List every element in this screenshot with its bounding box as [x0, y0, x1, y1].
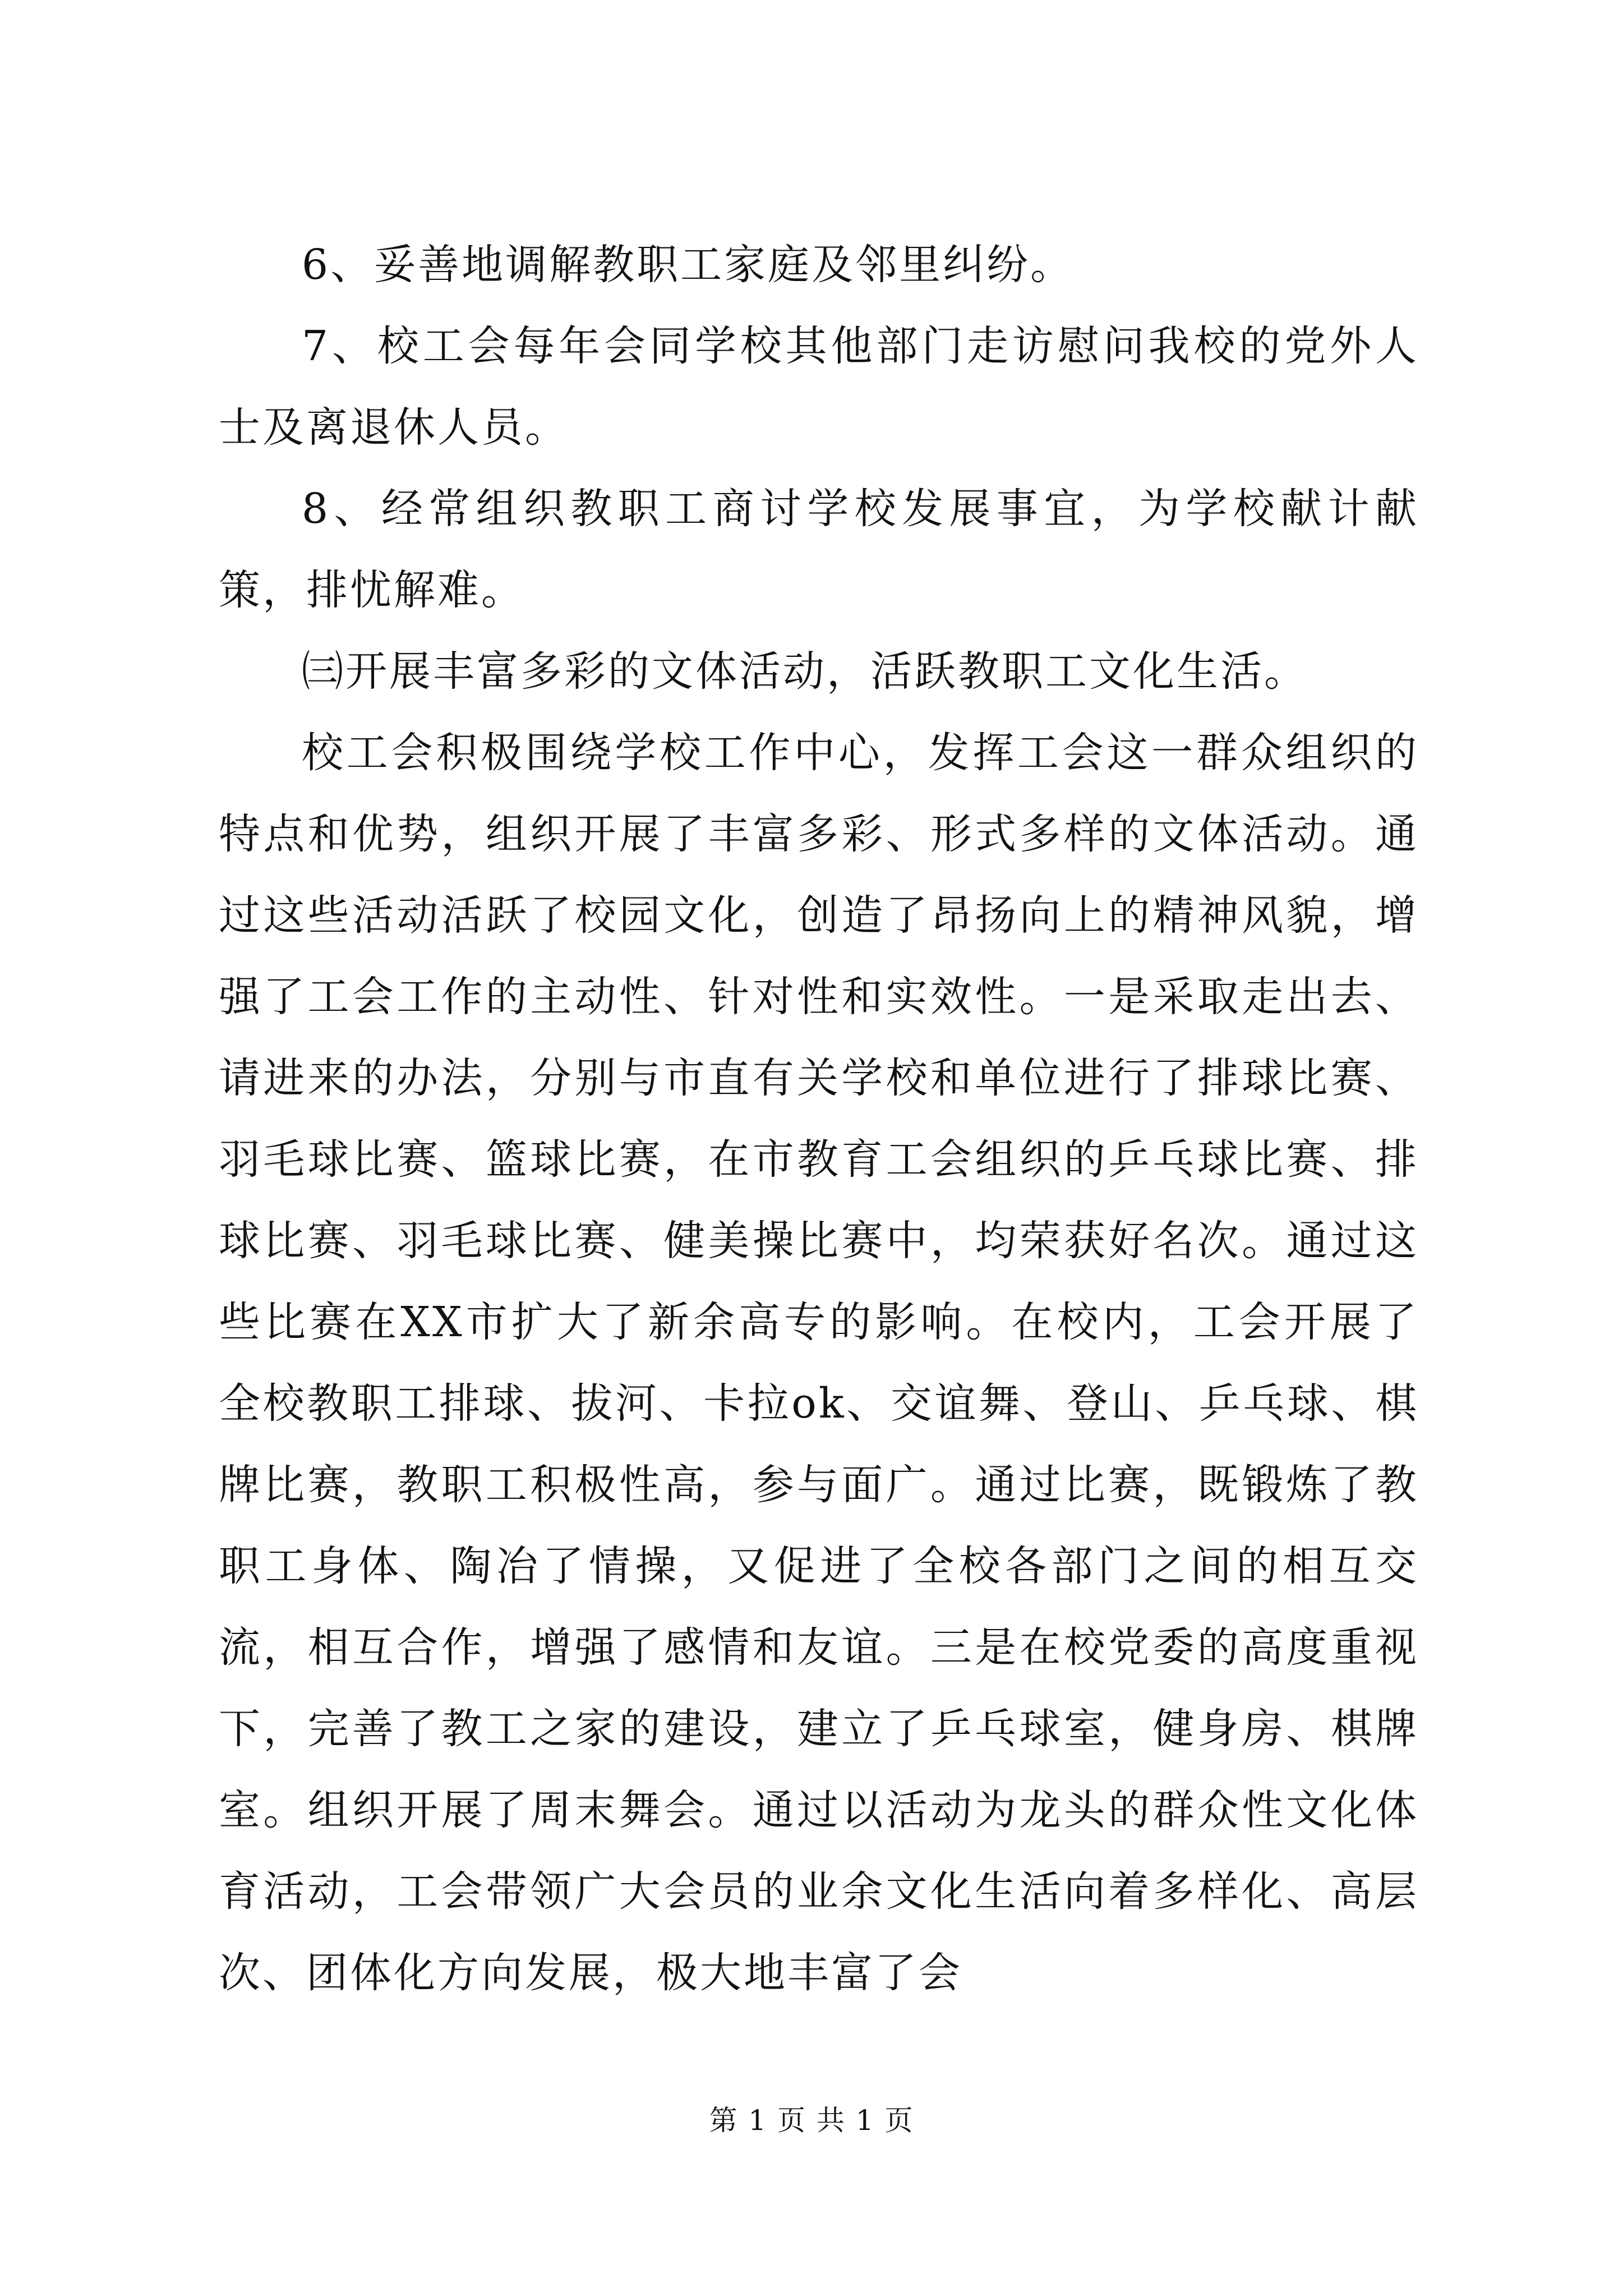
document-body — [219, 224, 1419, 2014]
paragraph-item-8: 8、经常组织教职工商讨学校发展事宜，为学校献计献策，排忧解难。 — [219, 485, 1419, 614]
paragraph-body: 校工会积极围绕学校工作中心，发挥工会这一群众组织的特点和优势，组织开展了丰富多彩、形式多样的文体活动。通过这些活动活跃了校园文化，创造了昂扬向上的精神风貌，增强了工会工作的主动性、针对性和实效性。一是采取走出去、请进来的办法，分别与市直有关学校和单位进行了排球比赛、羽毛球比赛、篮球比赛，在市教育工会组织的乒乓球比赛、排球比赛、羽毛球比赛、健美操比赛中，均荣获好名次。通过这些比赛在XX市扩大了新余高专的影响。在校内，工会开展了全校教职工排球、拔河、卡拉ok、交谊舞、登山、乒乓球、棋牌比赛，教职工积极性高，参与面广。通过比赛，既锻炼了教职工身体、陶冶了情操，又促进了全校各部门之间的相互交流，相互合作，增强了感情和友谊。三是在校党委的高度重视下，完善了教工之家的建设，建立了乒乓球室，健身房、棋牌室。组织开展了周末舞会。通过以活动为龙头的群众性文化体育活动，工会带领广大会员的业余文化生活向着多样化、高层次、团体化方向发展，极大地丰富了会 — [219, 729, 1419, 1997]
paragraph-item-6: 6、妥善地调解教职工家庭及邻里纠纷。 — [302, 241, 1075, 289]
section-heading: ㈢开展丰富多彩的文体活动，活跃教职工文化生活。 — [302, 647, 1308, 696]
page-number-footer: 第 1 页 共 1 页 — [709, 2104, 914, 2137]
paragraph-item-7: 7、校工会每年会同学校其他部门走访慰问我校的党外人士及离退休人员。 — [219, 322, 1419, 452]
